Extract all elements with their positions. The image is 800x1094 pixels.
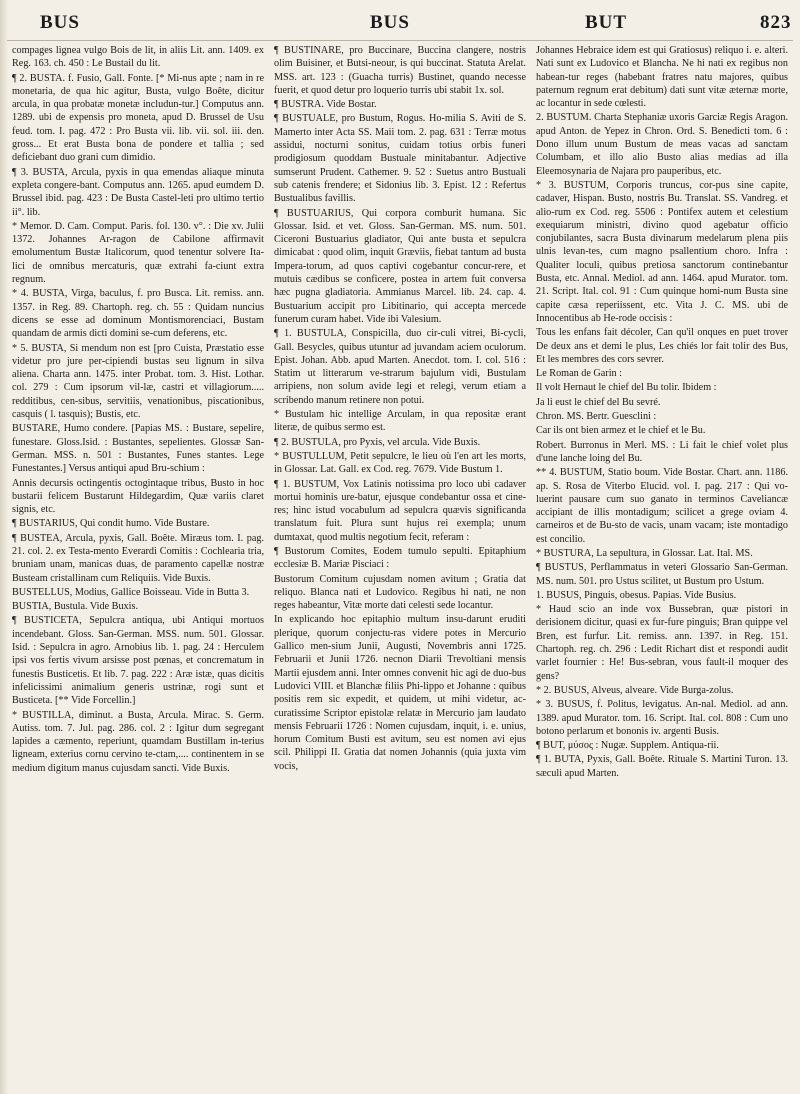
entry-paragraph: Tous les enfans fait décoler, Can qu'il onques en puet trover De deux ans et demi le plus, Les chiés lor fait tolir des Bus, Et les membres des cors sevrer. xyxy=(536,327,788,365)
entry-paragraph: ¶ BUT, μύσος : Nugæ. Supplem. Antiqua-rii. xyxy=(536,740,719,752)
entry-paragraph: * BUSTURA, La sepultura, in Glossar. Lat. Ital. MS. xyxy=(536,547,753,559)
entry-paragraph: * Haud scio an inde vox Bussebran, quæ pistori in derisionem dicitur, quasi ex fur-fure pinguis; Bran quippe vel Bren, est furfur. Lit. remiss. ann. 1397. in Reg. 151. Chartoph. reg. ch. 296 : Ledit Richart dist et respondi audit varlet fournier : He! Bus-sebran, vous fault-il moquer des gens? xyxy=(536,604,788,682)
entry-paragraph: ¶ BUSTINARE, pro Buccinare, Buccina clangere, nostris olim Buisiner, et Butsi-neour, is qui buccinat. Statuta Arelat. MSS. art. 123 : (Guacha turris) Bustinet, quando necesse fuerit, et quod detur pro loquerio turris ubi stabit 1x. sol. xyxy=(274,45,526,96)
entry-paragraph: ¶ 2. BUSTULA, pro Pyxis, vel arcula. Vide Buxis. xyxy=(274,436,481,448)
entry-paragraph: In explicando hoc epitaphio multum insu-darunt eruditi plerique, quorum conjectu-ras videre potes in Mercurio Gallico men-sium Junii, Augusti, Novembris anni 1725. Februarii et Junii 1726. necnon Diarii Trevoltiani mensis Martii ejusdem anni. Inter omnes convenit hic agi de duo-bus Ludovici VIII. et Blanchæ filiis Phi-lippo et Johanne : quibus positis rem sic expedit, et quidem, ut mihi videtur, ac-curatissime Scriptor epistolæ relatæ in Mercurio jam laudato mensis Februarii 1726 : Nomen cujusdam, inquit, i. e. unius, horum Comitum Busti est avitum, seu est nomen avi ejus scil. Philippi II. Gratia dat nomen Johannis (quia juxta vim vocis, xyxy=(274,614,526,772)
entry-paragraph: * BUSTULLUM, Petit sepulcre, le lieu où l'en art les morts, in Glossar. Lat. Gall. ex Cod. reg. 7679. Vide Bustum 1. xyxy=(274,450,526,476)
entry-paragraph: * 5. BUSTA, Si mendum non est [pro Cuista, Præstatio esse videtur pro jure per-cipiendi bustas seu lignum in silva aliena. Charta ann. 1475. inter Probat. tom. 3. Hist. Lothar. col. 279 : Cum ipsorum vil-læ, castri et villagiorum..... redditibus, cen-sibus, servitiis, venationibus, piscationibus, casquis ( l. tasquis); Bustis, etc. xyxy=(12,342,264,421)
entry-paragraph: ¶ BUSTEA, Arcula, pyxis, Gall. Boête. Miræus tom. I. pag. 21. col. 2. ex Testa-mento Everardi Comitis : Cochlearia tria, bruniam unam, manicas duas, de paramento capellæ nostræ Busteam cristallinam cum Reliquiis. Vide Buxis. xyxy=(12,532,264,584)
entry-paragraph: Robert. Burronus in Merl. MS. : Li fait le chief volet plus d'une lanche loing del Bu. xyxy=(536,439,788,464)
entry-paragraph: ¶ BUSTUARIUS, Qui corpora comburit humana. Sic Glossar. Isid. et vet. Gloss. San-German. MS. num. 501. Ciceroni Bustuarius gladiator, Qui ante busta et sepulcra dimicabat : quod olim, inquit Græviis, fiebat tantum ad busta Impera-torum, ad quos captivi cogebantur concur-rere, et mutuis cædibus se conficere, postea in artem fuit conversa hæc pugna gladiatoria. Ammianus Marcel. lib. 24. cap. 4. Bustuarium accipit pro Libitinario, qui accepta mercede funerum curam habet. Vide ibi Valesium. xyxy=(274,207,526,325)
entry-paragraph: * Memor. D. Cam. Comput. Paris. fol. 130. v°. : Die xv. Julii 1372. Johannes Ar-ragon de Cabilone affirmavit emolumentum Bustæ Italicorum, quod tenentur solvere Ita-lici de omnibus mercaturis, quæ extrahi fa-ciunt extra regnum. xyxy=(12,220,264,286)
entry-paragraph: ¶ BUSTUALE, pro Bustum, Rogus. Ho-milia S. Aviti de S. Mamerto inter Acta SS. Maii tom. 2. pag. 631 : Terræ motus assidui, nocturni sonitus, cuidam totius orbis funeri prodigiosum quoddam Bustuale minitabantur. Adjective sumserunt Prudent. Cathemer. 9. 52 : Suetus antro Bustuali sub catenis frendere; et Sidonius lib. 3. Epist. 12 : Refertus Bustualibus favillis. xyxy=(274,113,526,205)
right-column xyxy=(536,44,788,1084)
left-column xyxy=(12,44,264,1084)
entry-paragraph: BUSTARE, Humo condere. [Papias MS. : Bustare, sepelire, funestare. Gloss.Isid. : Bustantes, sepelientes. Glossæ San-German. MSS. n. 501 : Bustantes, Funes stantes. Lege Funestantes.] Versus antiqui apud Bru-schium : xyxy=(12,423,264,475)
page-number: 823 xyxy=(760,12,792,33)
entry-paragraph: Le Roman de Garin : xyxy=(536,368,623,380)
entry-paragraph: ¶ BUSTARIUS, Qui condit humo. Vide Bustare. xyxy=(12,518,210,530)
entry-paragraph: 1. BUSUS, Pinguis, obesus. Papias. Vide Busius. xyxy=(536,589,737,601)
header-center-word: BUS xyxy=(370,12,410,33)
entry-paragraph: 2. BUSTUM. Charta Stephaniæ uxoris Garciæ Regis Aragon. apud Anton. de Yepez in Chron. Ord. S. Benedicti tom. 6 : Dono illum unum Bustum de meas vacas ad sanctam Columbam, et illo alio Busto alias medias ad illa Eleemosynaria de Najara pro pauperibus, etc. xyxy=(536,112,788,177)
entry-paragraph: * 4. BUSTA, Virga, baculus, f. pro Busca. Lit. remiss. ann. 1357. in Reg. 89. Chartoph. reg. ch. 55 : Quidam nuncius dicens se esse ad dominum Montismorenciaci, Bustam quandam de armis dicti domini se-cum deferens, etc. xyxy=(12,288,264,340)
header-rule xyxy=(7,40,793,41)
middle-column xyxy=(274,44,526,1084)
entry-paragraph: Il volt Hernaut le chief del Bu tolir. Ibidem : xyxy=(536,382,717,394)
entry-paragraph: BUSTIA, Bustula. Vide Buxis. xyxy=(12,601,138,613)
entry-paragraph: * 2. BUSUS, Alveus, alveare. Vide Burga-zolus. xyxy=(536,684,734,696)
entry-paragraph: BUSTELLUS, Modius, Gallice Boisseau. Vide in Butta 3. xyxy=(12,586,250,598)
text-columns xyxy=(12,44,788,1084)
entry-paragraph: * Bustulam hic intellige Arculam, in qua repositæ erant literæ, de quibus sermo est. xyxy=(274,409,526,434)
running-header xyxy=(40,12,792,36)
entry-paragraph: Chron. MS. Bertr. Guesclini : xyxy=(536,411,657,423)
entry-paragraph: * 3. BUSUS, f. Politus, levigatus. An-nal. Mediol. ad ann. 1389. apud Murator. tom. 16. Script. Ital. col. 808 : Cum uno botono perlarum et bononis iv. argenti Busis. xyxy=(536,699,788,737)
entry-paragraph: * BUSTILLA, diminut. a Busta, Arcula. Mirac. S. Germ. Autiss. tom. 7. Jul. pag. 286. col. 2 : Igitur dum segregant lapides a cæmento, reperiunt, quamdam Bustillam in-terius ligneam, exterius cornu cervino te-ctam,.... continentem in se medium digitum manus cujusdam sancti. Vide Buxis. xyxy=(12,709,264,774)
entry-paragraph: ** 4. BUSTUM, Statio boum. Vide Bostar. Chart. ann. 1186. ap. S. Rosa de Viterbo Elucid. vol. I. pag. 217 : Qui vo-luerint pausare cum suo ganato in terminos Caveliancæ accipiant de illis montadigum; scilicet a grege oviam 4. carneiros et de Bu-sto de vacis, unam vacam; iste montadigo est concilio. xyxy=(536,467,788,545)
entry-paragraph: Johannes Hebraice idem est qui Gratiosus) reliquo i. e. alteri. Nati sunt ex Ludovico et Blancha. Ne hi nati ex regibus non habean-tur reges (habebant fratres natu majores, quibus paternum regnum erat debitum) dati sunt vitæ æternæ morte, ac locantur in sede cœlesti. xyxy=(536,45,788,110)
entry-paragraph: compages lignea vulgo Bois de lit, in aliis Lit. ann. 1409. ex Reg. 163. ch. 450 : Le Bustail du lit. xyxy=(12,45,264,70)
entry-paragraph: ¶ 1. BUSTUM, Vox Latinis notissima pro loco ubi cadaver mortui hominis ure-batur, ejusque condebantur ossa et cine-res; hinc istud vocabulum ad sepulcra quævis significanda translatum fuit. Plura sunt hujus rei exempla; unum dumtaxat, quod multis negotium fecit, referam : xyxy=(274,478,526,543)
entry-paragraph: ¶ 2. BUSTA. f. Fusio, Gall. Fonte. [* Mi-nus apte ; nam in re monetaria, de qua hic agitur, Busta, vulgo Boête, dicitur arcula, in qua probatæ monetæ includun-tur.] Computus ann. 1289. ubi de expensis pro moneta, apud D. Brussel de Usu feud. tom. I. pag. 472 : Pro Busta vii. lib. vii. sol. iii. den. gross... Et erat Busta bona de pondere et tallia ; sed deficiebant duo grani cum dimidio. xyxy=(12,72,264,164)
entry-paragraph: ¶ 1. BUSTULA, Conspicilla, duo cir-culi vitrei, Bi-cycli, Gall. Besycles, quibus utuntur ad juvandam aciem oculorum. Epist. Johan. Abb. apud Marten. Anecdot. tom. I. col. 516 : Statim ut litterarum ve-strarum bajulum vidi, Bustulam arripiens, non solum avide legi et relegi, verum etiam a scribendo manum retinere non potui. xyxy=(274,328,526,406)
entry-paragraph: ¶ 3. BUSTA, Arcula, pyxis in qua emendas aliaque minuta expleta congere-bant. Computus ann. 1265. apud eumdem D. Brussel ibid. pag. 423 : De Busta Castel-leti pro ultimo tertio ii°. lib. xyxy=(12,166,264,218)
page-spine-shadow xyxy=(0,0,8,1094)
entry-paragraph: ¶ 1. BUTA, Pyxis, Gall. Boête. Rituale S. Martini Turon. 13. sæculi apud Marten. xyxy=(536,754,788,779)
entry-paragraph: ¶ Bustorum Comites, Eodem tumulo sepulti. Epitaphium ecclesiæ B. Mariæ Pisciaci : xyxy=(274,545,526,571)
entry-paragraph: Annis decursis octingentis octogintaque tribus, Busto in hoc bustarii felicem Bustarunt Hildegardim, Quæ variis claret signis, etc. xyxy=(12,477,264,516)
entry-paragraph: ¶ BUSTUS, Perflammatus in veteri Glossario San-German. MS. num. 501. pro Ustus scilitet, ut Bustum pro Ustum. xyxy=(536,562,788,587)
entry-paragraph: Bustorum Comitum cujusdam nomen avitum ; Gratia dat reliquo. Blanca nati et Ludovico. Regibus hi nati, ne non reges habeantur, Vitæ morte dati celesti sede locantur. xyxy=(274,573,526,612)
entry-paragraph: ¶ BUSTRA. Vide Bostar. xyxy=(274,99,377,111)
header-right-word: BUT xyxy=(585,12,628,33)
entry-paragraph: Car ils ont bien armez et le chief et le Bu. xyxy=(536,425,706,437)
header-left-word: BUS xyxy=(40,12,80,33)
entry-paragraph: * 3. BUSTUM, Corporis truncus, cor-pus sine capite, cadaver, Hispan. Busto, nostris Bu. Translat. SS. Vandreg. et alio-rum ex Cod. reg. 5506 : Pontifex autem et celestium exequiarum ministri, divino quod agebatur officio conjubilantes, sacra Busta divinarum medelarum plena piis ulnis levan-tes, cum magno psallentium choro. Infra : Qualiter loculi, quibus pretiosa sanctorum continebantur Busta, etc. Annal. Mediol. ad ann. 1464. apud Murator. tom. 21. Script. Ital. col. 91 : Cum quinque homi-num Busta sine capite cæsa reperiissent, etc. Vita J. C. MS. ubi de Innocentibus ab He-rode occisis : xyxy=(536,179,788,324)
entry-paragraph: Ja li eust le chief del Bu sevré. xyxy=(536,396,661,408)
entry-paragraph: ¶ BUSTICETA, Sepulcra antiqua, ubi Antiqui mortuos incendebant. Gloss. San-German. MSS. num. 501. Glossar. Isid. : Sepulcra in agro. Arnobius lib. 1. pag. 24 : Herculem ipsi vos fertis vivum arsisse post pœnas, et concrematum in funestis Busticetis. Et lib. 7. pag. 222 : Aræ istæ, quas dicitis infelicissimi animalium generis ustrinæ, rogi sunt et Busticeta. [** Vide Forcellin.] xyxy=(12,615,264,707)
